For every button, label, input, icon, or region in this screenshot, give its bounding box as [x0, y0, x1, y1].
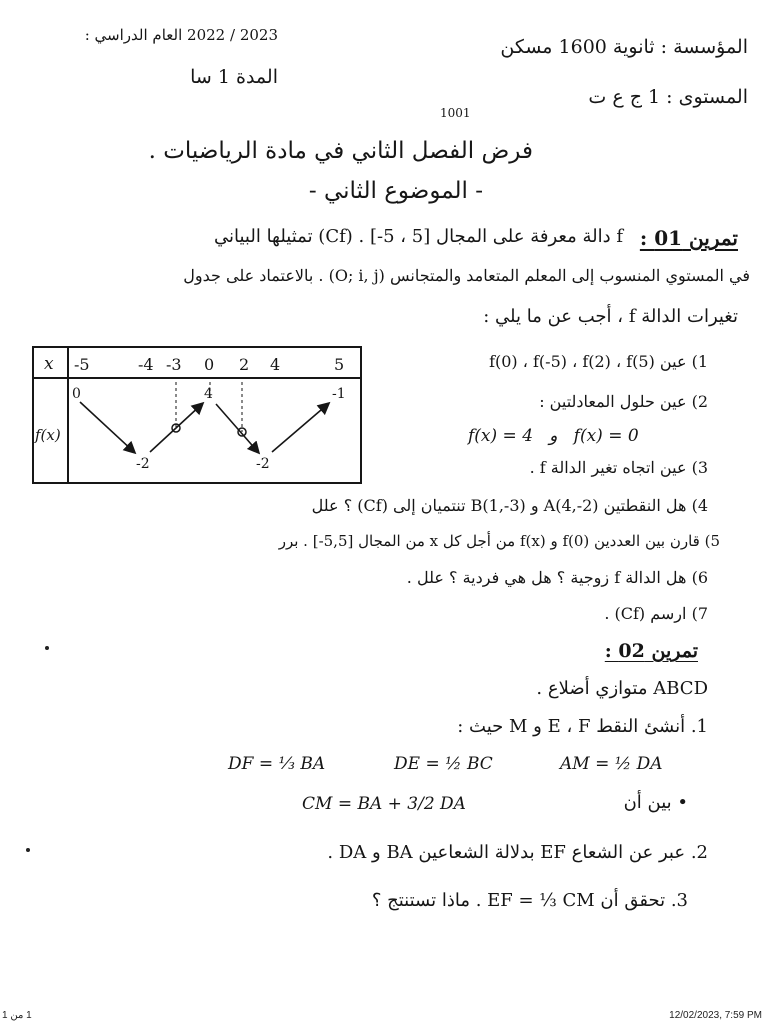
exercise1-intro-line2: في المستوي المنسوب إلى المعلم المتعامد والمتجانس (O; i, j) . بالاعتماد على جدول — [183, 266, 750, 285]
question-1-1: 1) عين f(0) ، f(-5) ، f(2) ، f(5) — [489, 352, 708, 371]
exam-title: فرض الفصل الثاني في مادة الرياضيات . — [148, 138, 533, 164]
table-f-value: 4 — [204, 386, 213, 402]
table-x-value: 5 — [334, 355, 345, 374]
page-counter: 1 من 1 — [2, 1010, 32, 1021]
question-1-7: 7) ارسم (Cf) . — [604, 604, 708, 623]
table-header-x: x — [44, 354, 54, 374]
table-x-value: 4 — [270, 355, 281, 374]
table-x-value: 0 — [204, 355, 215, 374]
school-name: المؤسسة : ثانوية 1600 مسكن — [500, 36, 748, 58]
question-1-5: 5) قارن بين العددين f(0) و f(x) من أجل كل x من المجال [5,5-] . برر — [278, 532, 720, 550]
question-1-2-equations: f(x) = 4 و f(x) = 0 — [468, 426, 639, 446]
table-f-value: -1 — [332, 386, 346, 402]
exercise1-heading: تمرين 01 : — [639, 226, 738, 250]
exercise2-heading: تمرين 02 : — [604, 640, 698, 662]
increasing-arrow — [272, 404, 328, 452]
question-1-3: 3) عين اتجاه تغير الدالة f . — [529, 458, 708, 477]
exam-duration: المدة 1 سا — [190, 66, 278, 88]
exercise1-intro-line3: تغيرات الدالة f ، أجب عن ما يلي : — [483, 306, 738, 327]
table-x-value: -3 — [166, 355, 182, 374]
question-2-1: 1. أنشئ النقط E ، F و M حيث : — [457, 716, 708, 737]
table-x-value: -4 — [138, 355, 154, 374]
table-f-value: 0 — [72, 386, 81, 402]
decreasing-arrow — [80, 402, 134, 452]
vector-relation-cm: CM = BA + 3/2 DA — [302, 794, 466, 814]
exercise1-intro-line1: f دالة معرفة على المجال [5 ، 5-] . (Cf) تمثيلها البياني — [214, 226, 623, 247]
question-2-2: 2. عبر عن الشعاع EF بدلالة الشعاعين BA و DA . — [327, 842, 708, 863]
table-f-value: -2 — [256, 456, 270, 472]
stray-mark — [26, 848, 30, 852]
question-1-4: 4) هل النقطتين A(4,-2) و B(1,-3) تنتميان إلى (Cf) ؟ علل — [311, 496, 708, 515]
increasing-arrow — [150, 404, 202, 452]
exercise2-intro: ABCD متوازي أضلاع . — [536, 678, 708, 699]
table-x-value: 2 — [239, 355, 250, 374]
stray-mark — [45, 646, 49, 650]
question-1-6: 6) هل الدالة f زوجية ؟ هل هي فردية ؟ علل . — [406, 568, 708, 587]
question-1-2: 2) عين حلول المعادلتين : — [539, 392, 708, 411]
question-2-1b: • بين أن — [623, 792, 688, 813]
vector-relation-am: AM = ½ DA — [560, 754, 663, 774]
decreasing-arrow — [216, 404, 258, 452]
class-level: المستوى : 1 ج ع ت — [588, 86, 748, 108]
vector-relation-de: DE = ½ BC — [394, 754, 493, 774]
table-header-fx: f(x) — [35, 426, 61, 444]
school-year: 2023 / 2022 العام الدراسي : — [84, 26, 278, 44]
table-x-value: -5 — [74, 355, 90, 374]
question-2-3: 3. تحقق أن EF = ⅓ CM . ماذا تستنتج ؟ — [371, 890, 688, 911]
table-f-value: -2 — [136, 456, 150, 472]
print-timestamp: 12/02/2023, 7:59 PM — [669, 1010, 762, 1021]
vector-relation-df: DF = ⅓ BA — [228, 754, 326, 774]
class-level-sub: 1001 — [440, 106, 471, 120]
exam-subtitle: - الموضوع الثاني - — [308, 178, 483, 204]
variation-table — [32, 346, 362, 484]
